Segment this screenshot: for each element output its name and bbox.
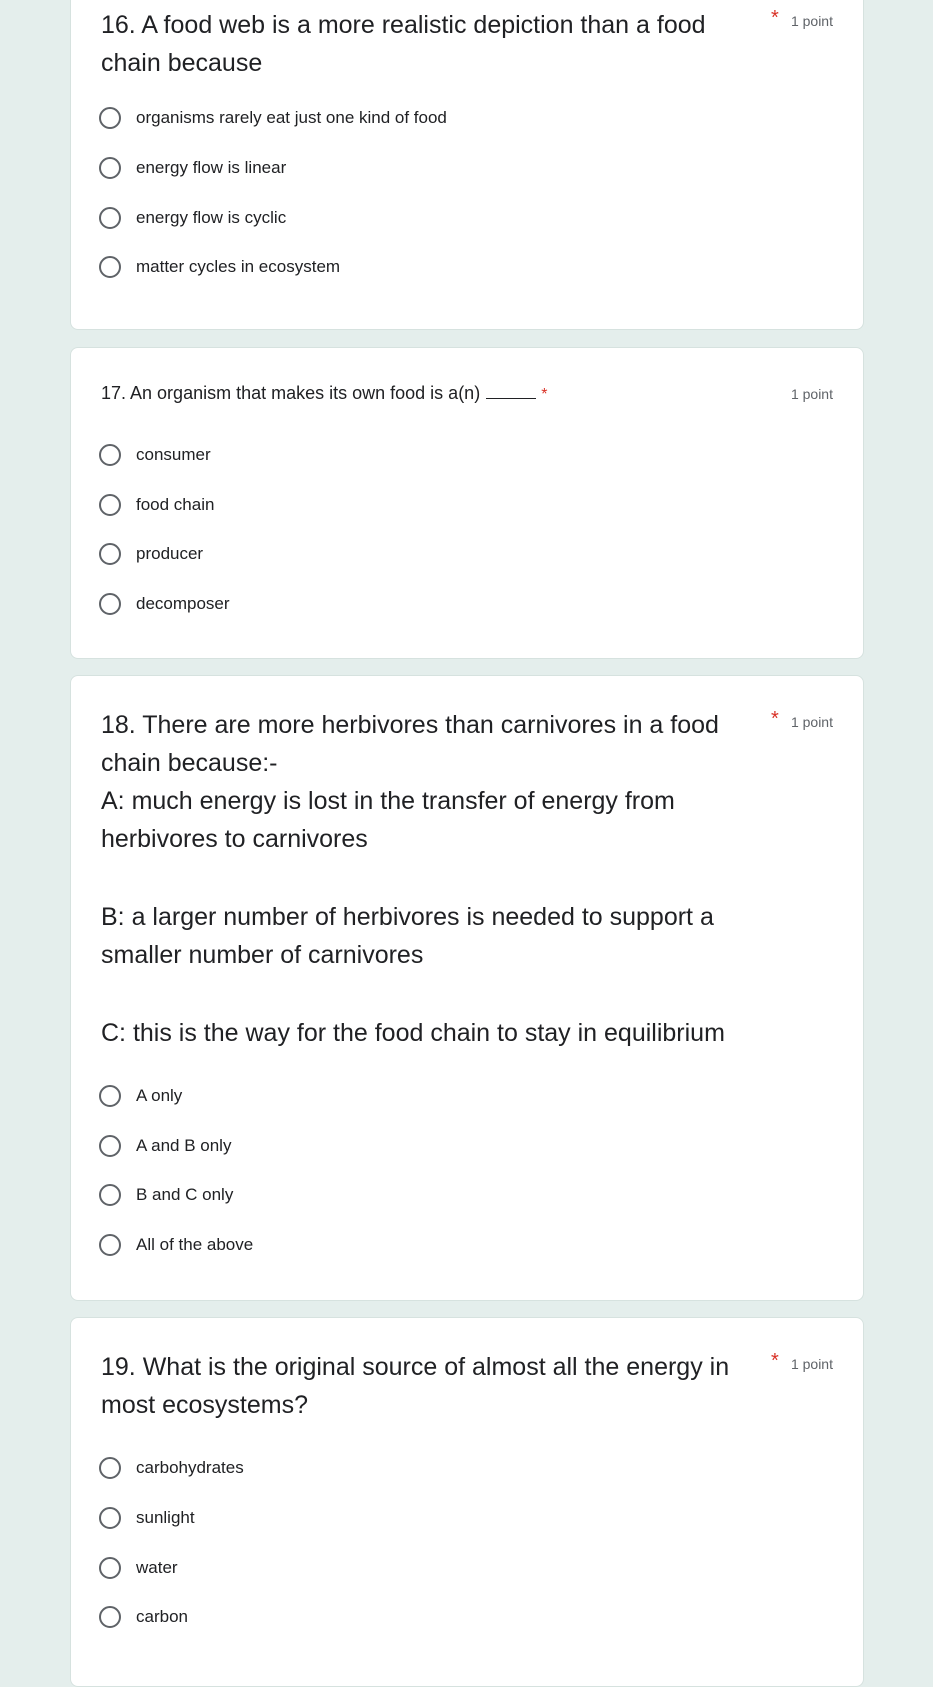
radio-button[interactable] (99, 1507, 121, 1529)
statement-b (101, 898, 821, 974)
points-label: 1 point (790, 13, 833, 29)
radio-button[interactable] (99, 1457, 121, 1479)
option-label: All of the above (136, 1235, 254, 1254)
radio-button[interactable] (99, 543, 121, 565)
answer-blank (486, 380, 536, 399)
option-label: producer (136, 544, 204, 563)
option-label: matter cycles in ecosystem (136, 257, 341, 276)
points-label: 1 point (790, 386, 833, 402)
question-card-18 (70, 675, 864, 1301)
radio-button[interactable] (99, 1234, 121, 1256)
radio-option[interactable] (99, 589, 230, 619)
question-title (101, 380, 701, 408)
option-label: consumer (136, 445, 211, 464)
option-label: energy flow is cyclic (136, 208, 287, 227)
radio-button[interactable] (99, 1606, 121, 1628)
radio-option[interactable] (99, 440, 211, 470)
option-label: energy flow is linear (136, 158, 287, 177)
statement-line: herbivores to carnivores (101, 825, 368, 853)
radio-button[interactable] (99, 444, 121, 466)
radio-button[interactable] (99, 1557, 121, 1579)
question-card-19 (70, 1317, 864, 1687)
question-title (101, 6, 751, 82)
option-label: organisms rarely eat just one kind of food (136, 108, 447, 127)
radio-option[interactable] (99, 1230, 253, 1260)
radio-option[interactable] (99, 490, 214, 520)
question-title-line: most ecosystems? (101, 1391, 309, 1419)
radio-option[interactable] (99, 1453, 244, 1483)
option-label: water (136, 1558, 178, 1577)
option-label: A and B only (136, 1136, 232, 1155)
question-title-line: 18. There are more herbivores than carnivores in a food (101, 711, 719, 739)
radio-button[interactable] (99, 207, 121, 229)
radio-option[interactable] (99, 1503, 195, 1533)
option-label: sunlight (136, 1508, 195, 1527)
radio-option[interactable] (99, 103, 447, 133)
radio-option[interactable] (99, 252, 340, 282)
statement-line: A: much energy is lost in the transfer of energy from (101, 787, 675, 815)
question-title-line: chain because:- (101, 749, 278, 777)
radio-option[interactable] (99, 1180, 233, 1210)
question-title-line: 16. A food web is a more realistic depiction than a food (101, 11, 706, 39)
radio-button[interactable] (99, 1135, 121, 1157)
radio-option[interactable] (99, 1602, 188, 1632)
radio-option[interactable] (99, 1131, 231, 1161)
radio-button[interactable] (99, 157, 121, 179)
question-card-17 (70, 347, 864, 659)
option-label: carbon (136, 1607, 188, 1626)
question-title-text: 17. An organism that makes its own food is a(n) (101, 383, 481, 403)
question-card-16 (70, 0, 864, 330)
radio-option[interactable] (99, 539, 203, 569)
statement-line: smaller number of carnivores (101, 941, 424, 969)
option-label: food chain (136, 495, 215, 514)
radio-button[interactable] (99, 107, 121, 129)
statement-a (101, 782, 821, 858)
radio-button[interactable] (99, 1085, 121, 1107)
option-label: carbohydrates (136, 1458, 244, 1477)
required-asterisk: * (771, 1350, 779, 1372)
question-title-line: 19. What is the original source of almost all the energy in (101, 1353, 730, 1381)
statement-line: B: a larger number of herbivores is needed to support a (101, 903, 714, 931)
statement-c (101, 1014, 821, 1052)
radio-button[interactable] (99, 494, 121, 516)
question-title-line: chain because (101, 49, 263, 77)
radio-button[interactable] (99, 1184, 121, 1206)
radio-button[interactable] (99, 256, 121, 278)
option-label: B and C only (136, 1185, 234, 1204)
required-asterisk: * (771, 708, 779, 730)
radio-option[interactable] (99, 1553, 178, 1583)
radio-option[interactable] (99, 203, 286, 233)
radio-option[interactable] (99, 1081, 182, 1111)
required-asterisk: * (771, 7, 779, 29)
question-title (101, 706, 751, 782)
option-label: decomposer (136, 594, 230, 613)
required-asterisk: * (541, 386, 548, 403)
question-title (101, 1348, 751, 1424)
option-label: A only (136, 1086, 183, 1105)
statement-line: C: this is the way for the food chain to stay in equilibrium (101, 1019, 725, 1047)
points-label: 1 point (790, 714, 833, 730)
radio-option[interactable] (99, 153, 286, 183)
radio-button[interactable] (99, 593, 121, 615)
points-label: 1 point (790, 1356, 833, 1372)
